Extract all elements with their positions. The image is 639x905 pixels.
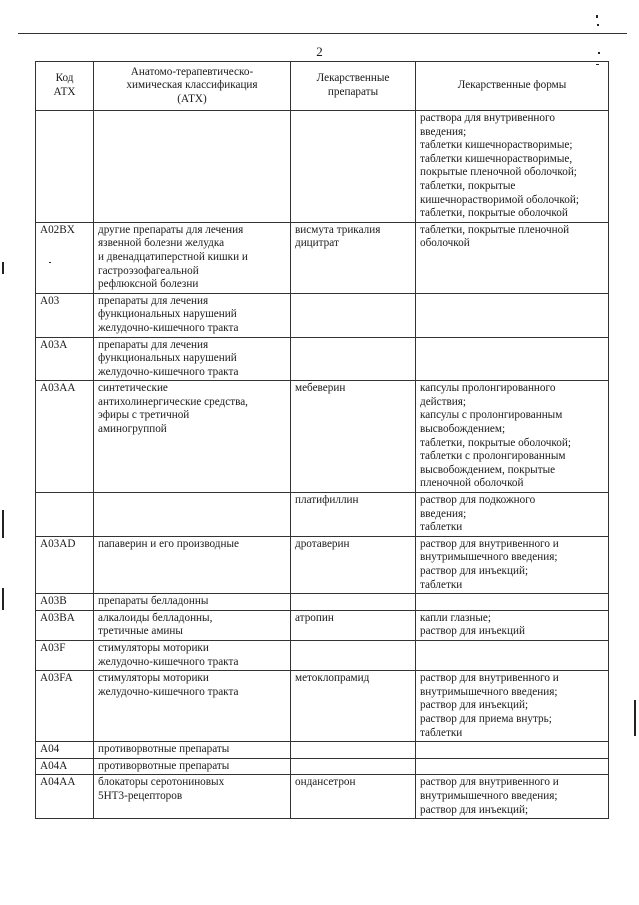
table-row [36,493,609,537]
cell-drug [291,594,416,611]
cell-drug: ондансетрон [291,775,416,819]
cell-code [36,493,94,537]
cell-forms: раствор для внутривенного и внутримышечного введения; раствор для инъекций; раствор для приема внутрь; таблетки [416,671,609,742]
cell-code: A03A [36,337,94,381]
cell-classification: препараты для лечения функциональных нарушений желудочно-кишечного тракта [94,293,291,337]
table-row [36,536,609,593]
table-row [36,594,609,611]
cell-code: A04 [36,742,94,759]
cell-code: A03 [36,293,94,337]
cell-forms: раствор для внутривенного и внутримышечного введения; раствор для инъекций; [416,775,609,819]
cell-drug: дротаверин [291,536,416,593]
cell-drug [291,293,416,337]
header-classification: Анатомо-терапевтическо- химическая классификация (АТХ) [94,62,291,111]
scan-mark [2,588,4,610]
cell-forms [416,640,609,670]
header-rule [18,33,627,34]
cell-classification: синтетические антихолинергические средства, эфиры с третичной аминогруппой [94,381,291,493]
cell-drug [291,640,416,670]
scan-mark [634,700,636,736]
cell-classification: другие препараты для лечения язвенной болезни желудка и двенадцатиперстной кишки и гастроэзофагеальной рефлюксной болезни [94,222,291,293]
cell-classification: препараты белладонны [94,594,291,611]
cell-classification: противорвотные препараты [94,742,291,759]
table-row [36,671,609,742]
cell-classification: папаверин и его производные [94,536,291,593]
cell-code: A03FA [36,671,94,742]
cell-drug: платифиллин [291,493,416,537]
cell-classification [94,111,291,223]
cell-forms [416,758,609,775]
cell-drug [291,742,416,759]
cell-classification: противорвотные препараты [94,758,291,775]
cell-code: A03F [36,640,94,670]
cell-drug [291,337,416,381]
cell-forms [416,742,609,759]
cell-forms [416,337,609,381]
table-row [36,610,609,640]
table-row [36,742,609,759]
header-drugs: Лекарственные препараты [291,62,416,111]
cell-drug: висмута трикалия дицитрат [291,222,416,293]
table-row [36,293,609,337]
header-code: Код АТХ [36,62,94,111]
scan-mark [596,15,598,18]
cell-drug [291,758,416,775]
scan-mark [597,24,599,26]
page-number: 2 [316,44,323,59]
cell-code: A03B [36,594,94,611]
table-row [36,111,609,223]
table-row [36,222,609,293]
cell-code [36,111,94,223]
cell-code: A03BA [36,610,94,640]
table-header-row [36,62,609,111]
atx-table [35,61,609,819]
cell-classification [94,493,291,537]
cell-classification: препараты для лечения функциональных нарушений желудочно-кишечного тракта [94,337,291,381]
scan-mark [2,262,4,274]
cell-code: A04A [36,758,94,775]
cell-forms [416,594,609,611]
table-row [36,337,609,381]
cell-drug: метоклопрамид [291,671,416,742]
cell-code: A03AD [36,536,94,593]
cell-code: A04AA [36,775,94,819]
cell-forms: капли глазные; раствор для инъекций [416,610,609,640]
cell-forms: раствор для подкожного введения; таблетки [416,493,609,537]
cell-classification: алкалоиды белладонны, третичные амины [94,610,291,640]
cell-forms [416,293,609,337]
table-row [36,775,609,819]
cell-code: A03AA [36,381,94,493]
cell-classification: блокаторы серотониновых 5HT3-рецепторов [94,775,291,819]
cell-forms: капсулы пролонгированного действия; капсулы с пролонгированным высвобождением; таблетки, покрытые оболочкой; таблетки с пролонгированным высвобождением, покрытые пленочной оболочкой [416,381,609,493]
scan-mark [2,510,4,538]
cell-forms: таблетки, покрытые пленочной оболочкой [416,222,609,293]
header-forms: Лекарственные формы [416,62,609,111]
cell-classification: стимуляторы моторики желудочно-кишечного тракта [94,640,291,670]
cell-classification: стимуляторы моторики желудочно-кишечного тракта [94,671,291,742]
cell-forms: раствор для внутривенного и внутримышечного введения; раствор для инъекций; таблетки [416,536,609,593]
cell-forms: раствора для внутривенного введения; таблетки кишечнорастворимые; таблетки кишечнорастворимые, покрытые пленочной оболочкой; таблетки, покрытые кишечнорастворимой оболочкой; таблетки, покрытые оболочкой [416,111,609,223]
cell-code: A02BX [36,222,94,293]
table-row [36,640,609,670]
cell-drug: мебеверин [291,381,416,493]
table-row [36,381,609,493]
cell-drug: атропин [291,610,416,640]
table-row [36,758,609,775]
cell-drug [291,111,416,223]
